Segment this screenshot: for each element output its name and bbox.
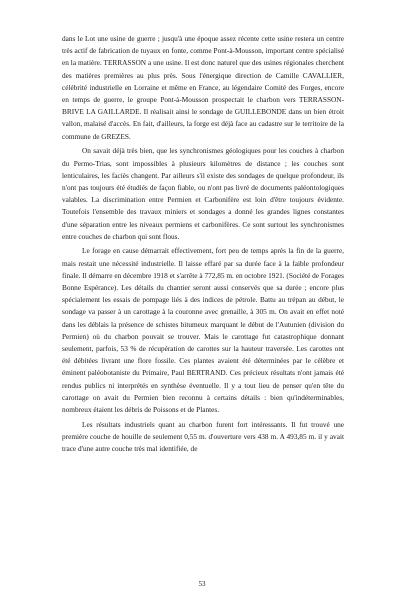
paragraph-3: Le forage en cause démarrait effectivement, fort peu de temps après la fin de la guerre, mais restait une nécessité industrielle. Il laisse effaré par sa durée face à la faible profondeur finale. Il démarre en décembre 1918 et s'arrête à 772,85 m. en octobre 1921. (Société de Forages Bonne Espérance). Les détails du chantier seront aussi conservés que sa durée ; encore plus spécialement les essais de pompage liés à des indices de pétrole. Battu au trépan au début, le sondage va passer à un carottage à la couronne avec grenaille, à 305 m. On avait en effet noté dans les déblais la présence de schistes bitumeux marquant le début de l'Autunien (division du Permien) où du charbon pouvait se trouver. Mais le carottage fut catastrophique donnant seulement, parfois, 53 % de récupération de carottes sur la hauteur traversée. Les carottes ont été débitées livrant une flore fossile. Ces plantes avaient été déterminées par le célèbre et éminent paléobotaniste du Primaire, Paul BERTRAND. Ces précieux résultats n'ont jamais été rendus publics ni interprétés en synthèse éventuelle. Il y a tout lieu de penser qu'en tête du carottage on avait du Permien bien reconnu à certains détails : bien qu'indéterminables, nombreux étaient les débris de Poissons et de Plantes.	[62, 246, 344, 415]
paragraph-1: dans le Lot une usine de guerre ; jusqu'à une époque assez récente cette usine restera un centre très actif de fabrication de tuyaux en fonte, comme Pont-à-Mousson, important centre spécialisé en la matière. TERRASSON a une usine. Il est donc naturel que des usines régionales cherchent des matières premières au plus près. Sous l'énergique direction de Camille CAVALLIER, célébrité industrielle en Lorraine et même en France, au légendaire Comité des Forges, encore en temps de guerre, le groupe Pont-à-Mousson prospectait le charbon vers TERRASSON-BRIVE LA GAILLARDE. Il réalisait ainsi le sondage de GUILLEBONDE dans un bien étroit vallon, malaisé d'accès. En fait, d'ailleurs, la forge est déjà face au cadastre sur le territoire de la commune de GREZES.	[62, 34, 344, 141]
paragraph-4: Les résultats industriels quant au charbon furent fort intéressants. Il fut trouvé une première couche de houille de seulement 0,55 m. d'ouverture vers 438 m. A 493,85 m. il y avait trace d'une autre couche très mal identifiée, de	[62, 419, 344, 454]
page-number: 53	[198, 580, 206, 588]
document-page	[62, 33, 344, 455]
paragraph-2: On savait déjà très bien, que les synchronismes géologiques pour les couches à charbon du Permo-Trias, sont impossibles à plusieurs kilomètres de distance ; les couches sont lenticulaires, les faciès changent. Par ailleurs s'il existe des sondages de quelque profondeur, ils n'ont pas toujours été étudiés de façon fiable, ou n'ont pas livré de documents paléontologiques valables. La discrimination entre Permien et Carbonifère est loin d'être toujours évidente. Toutefois l'ensemble des travaux miniers et sondages a donné les grandes lignes constantes d'une séparation entre les niveaux permiens et carbonifères. Ce sont surtout les synchronismes entre couches de charbon qui sont flous.	[62, 146, 344, 241]
